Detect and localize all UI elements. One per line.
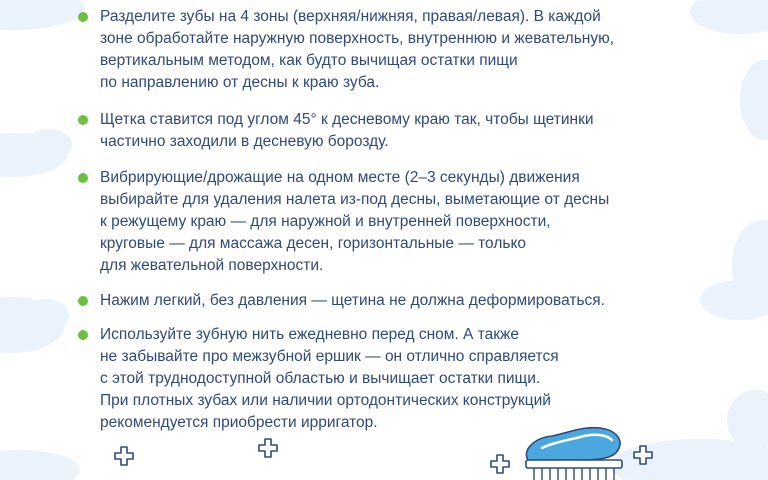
plus-icon [489, 453, 511, 475]
tip-text: Вибрирующие/дрожащие на одном месте (2–3 секунды) движения выбирайте для удаления налета из-под десны, выметающие от десны к режущему краю — для наружной и внутренней поверхности, круговые — для массажа десен, горизонтальные — только для жевательной поверхности. [100, 169, 610, 274]
tip-text: Используйте зубную нить ежедневно перед сном. А также не забывайте про межзубной ершик — он отлично справляется с этой труднодоступной областью и вычищает остатки пищи. При плотных зубах или наличии ортодонтических конструкций рекомендуется приобрести ирригатор. [100, 326, 559, 431]
bullet-dot [78, 330, 88, 340]
tip-text: Щетка ставится под углом 45° к десневому краю так, чтобы щетинки частично заходили в десневую борозду. [100, 111, 594, 150]
bullet-dot [78, 12, 88, 22]
bullet-dot [78, 115, 88, 125]
plus-icon [257, 437, 279, 459]
plus-icon [632, 444, 654, 466]
plus-icon [113, 445, 135, 467]
bullet-dot [78, 296, 88, 306]
tip-text: Разделите зубы на 4 зоны (верхняя/нижняя, правая/левая). В каждой зоне обработайте наружную поверхность, внутреннюю и жевательную, вертикальным методом, как будто вычищая остатки пищи по направлению от десны к краю зуба. [100, 8, 615, 91]
tip-text: Нажим легкий, без давления — щетина не должна деформироваться. [100, 292, 605, 309]
bullet-dot [78, 173, 88, 183]
toothbrush-icon [520, 420, 630, 480]
